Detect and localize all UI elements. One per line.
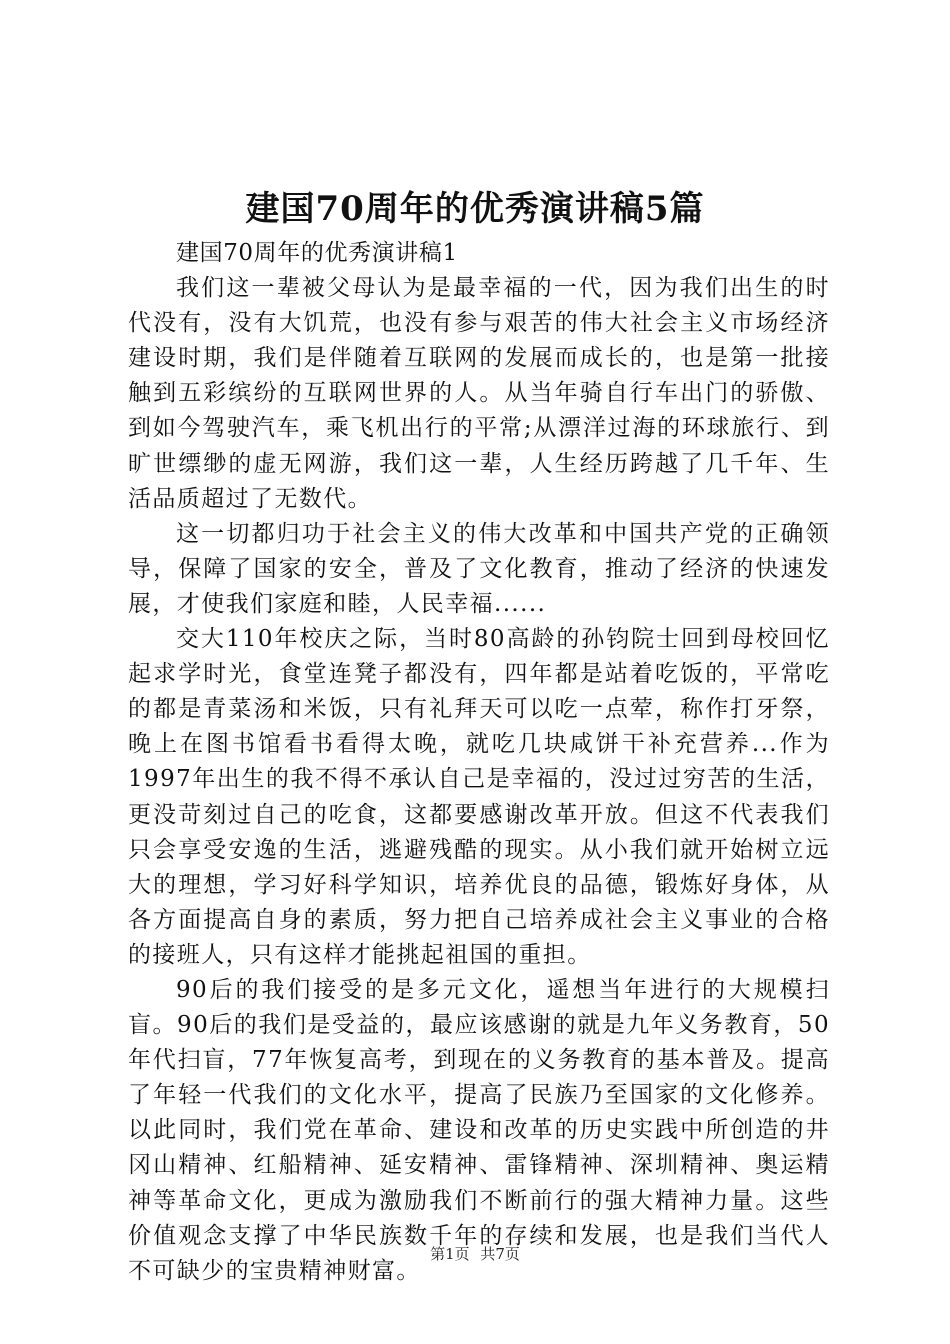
paragraph-4: 90后的我们接受的是多元文化，遥想当年进行的大规模扫盲。90后的我们是受益的，最应该感谢的就是九年义务教育，50年代扫盲，77年恢复高考，到现在的义务教育的基本普及。提高了年轻一代我们的文化水平，提高了民族乃至国家的文化修养。以此同时，我们党在革命、建设和改革的历史实践中所创造的井冈山精神、红船精神、延安精神、雷锋精神、深圳精神、奥运精神等革命文化，更成为激励我们不断前行的强大精神力量。这些价值观念支撑了中华民族数千年的存续和发展，也是我们当代人不可缺少的宝贵精神财富。 <box>128 976 830 1284</box>
paragraph-2: 这一切都归功于社会主义的伟大改革和中国共产党的正确领导，保障了国家的安全，普及了文化教育，推动了经济的快速发展，才使我们家庭和睦，人民幸福...... <box>128 520 830 617</box>
page-total: 共7页 <box>480 1245 520 1263</box>
document-body <box>128 236 830 1289</box>
section-heading: 建国70周年的优秀演讲稿1 <box>176 240 458 266</box>
page-number: 第1页 <box>430 1245 470 1263</box>
paragraph-1: 我们这一辈被父母认为是最幸福的一代，因为我们出生的时代没有，没有大饥荒，也没有参与艰苦的伟大社会主义市场经济建设时期，我们是伴随着互联网的发展而成长的，也是第一批接触到五彩缤纷的互联网世界的人。从当年骑自行车出门的骄傲、到如今驾驶汽车，乘飞机出行的平常;从漂洋过海的环球旅行、到旷世缥缈的虚无网游，我们这一辈，人生经历跨越了几千年、生活品质超过了无数代。 <box>128 275 830 512</box>
document-title: 建国70周年的优秀演讲稿5篇 <box>245 189 705 229</box>
page-footer <box>0 1244 950 1264</box>
paragraph-3: 交大110年校庆之际，当时80高龄的孙钧院士回到母校回忆起求学时光，食堂连凳子都没有，四年都是站着吃饭的，平常吃的都是青菜汤和米饭，只有礼拜天可以吃一点荤，称作打牙祭，晚上在图书馆看书看得太晚，就吃几块咸饼干补充营养...作为1997年出生的我不得不承认自己是幸福的，没过过穷苦的生活，更没苛刻过自己的吃食，这都要感谢改革开放。但这不代表我们只会享受安逸的生活，逃避残酷的现实。从小我们就开始树立远大的理想，学习好科学知识，培养优良的品德，锻炼好身体，从各方面提高自身的素质，努力把自己培养成社会主义事业的合格的接班人，只有这样才能挑起祖国的重担。 <box>128 626 830 968</box>
